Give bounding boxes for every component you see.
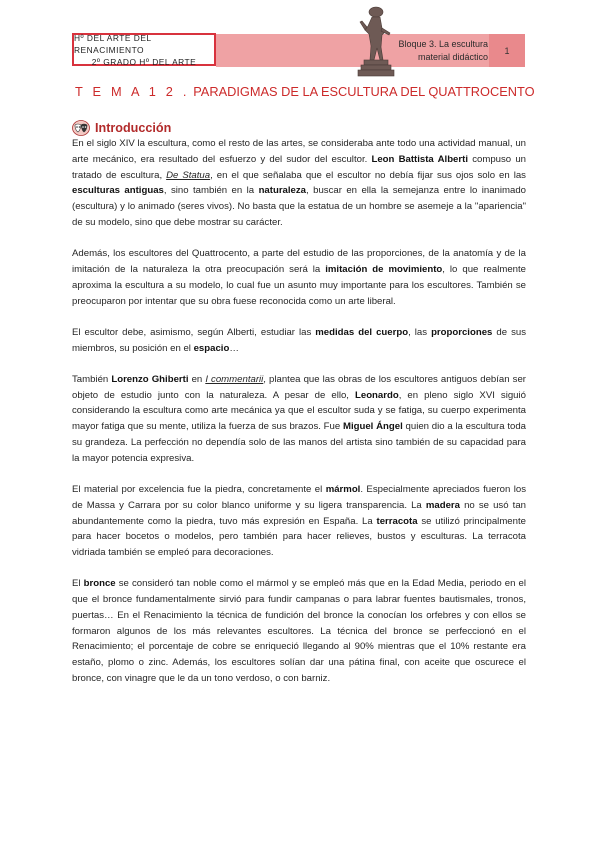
paragraph-6: El bronce se consideró tan noble como el mármol y se empleó más que en la Edad Media, periodo en el que el bronce fundamentalmente sirvió para fundir campanas o para labrar fuentes bautismales, tronos, puertas… En el Renacimiento la técnica de fundición del bronce la conocían los orfebres y con ellos se formaron algunos de los más relevantes escultores. La técnica del bronce se perfeccionó en el Renacimiento; el porcentaje de cobre se enriqueció llegando al 90% mientras que el 10% restante era estaño, plomo o zinc. Además, los escultores solían dar una pátina final, con aceite que oscurece el bronce, con vinagre que le da un tono verdoso, o con barniz. [72,578,526,685]
paragraph-3: El escultor debe, asimismo, según Alberti, estudiar las medidas del cuerpo, las proporciones de sus miembros, su posición en el espacio… [72,326,527,354]
block-subtitle: material didáctico [417,52,488,62]
theater-masks-icon [72,120,90,136]
block-title: Bloque 3. La escultura [398,39,488,49]
course-box [72,33,216,66]
page-header [0,0,600,80]
paragraph-4: También Lorenzo Ghiberti en I commentarii, plantea que las obras de los escultores antiguos debían ser objeto de estudio junto con la naturaleza. A pesar de ello, Leonardo, en pleno siglo XVI siguió considerando la escultura como arte mecánica ya que el escultor suda y se fatiga, su cuerpo experimenta mayor fatiga que su mente, utiliza la fuerza de sus brazos. Fue Miguel Ángel quien dio a la escultura toda su grandeza. La perfección no dependía solo de las manos del artista sino también de su capacidad para la mayor potencia expresiva. [72,373,526,464]
title-prefix: T E M A 1 2 . [75,84,190,99]
document-body [72,136,526,702]
page-title [75,84,545,99]
section-heading [72,120,171,136]
block-info [328,38,488,64]
section-title: Introducción [95,121,172,135]
course-title: Hº DEL ARTE DEL RENACIMIENTO [74,32,152,55]
paragraph-5: El material por excelencia fue la piedra, concretamente el mármol. Especialmente apreciados fueron los de Massa y Carrara por su color blanco uniforme y su ligera transparencia. La madera no se usó tan abundantemente como la piedra, tuvo más expresión en España. La terracota se utilizó principalmente para hacer bocetos o modelos, pero también para hacer relieves, bustos y esculturas. La terracota vidriada también se empleó para decoraciones. [72,483,527,559]
course-grade: 2º GRADO Hº DEL ARTE [91,56,197,67]
title-text: PARADIGMAS DE LA ESCULTURA DEL QUATTROCENTO [193,84,535,99]
page-number: 1 [504,45,510,56]
paragraph-2: Además, los escultores del Quattrocento, a parte del estudio de las proporciones, de la anatomía y de la imitación de la naturaleza la otra preocupación será la imitación de movimiento, lo que realmente aproxima la escultura a su modelo, lo cual fue un asunto muy importante para los escultores. También se preocuparon por intentar que su obra fuese reconocida como un arte liberal. [72,248,526,307]
paragraph-1: En el siglo XIV la escultura, como el resto de las artes, se consideraba ante todo una actividad manual, un arte mecánico, era resultado del esfuerzo y del sudor del escultor. Leon Battista Alberti compuso un tratado de escultura, De Statua, en el que señalaba que el escultor no debía fijar sus ojos solo en las esculturas antiguas, sino también en la naturaleza, buscar en ella la semejanza entre lo inanimado (escultura) y lo animado (seres vivos). No basta que la estatua de un hombre se asemeje a la "apariencia" de su modelo, sino que debe mostrar su carácter. [72,138,526,228]
